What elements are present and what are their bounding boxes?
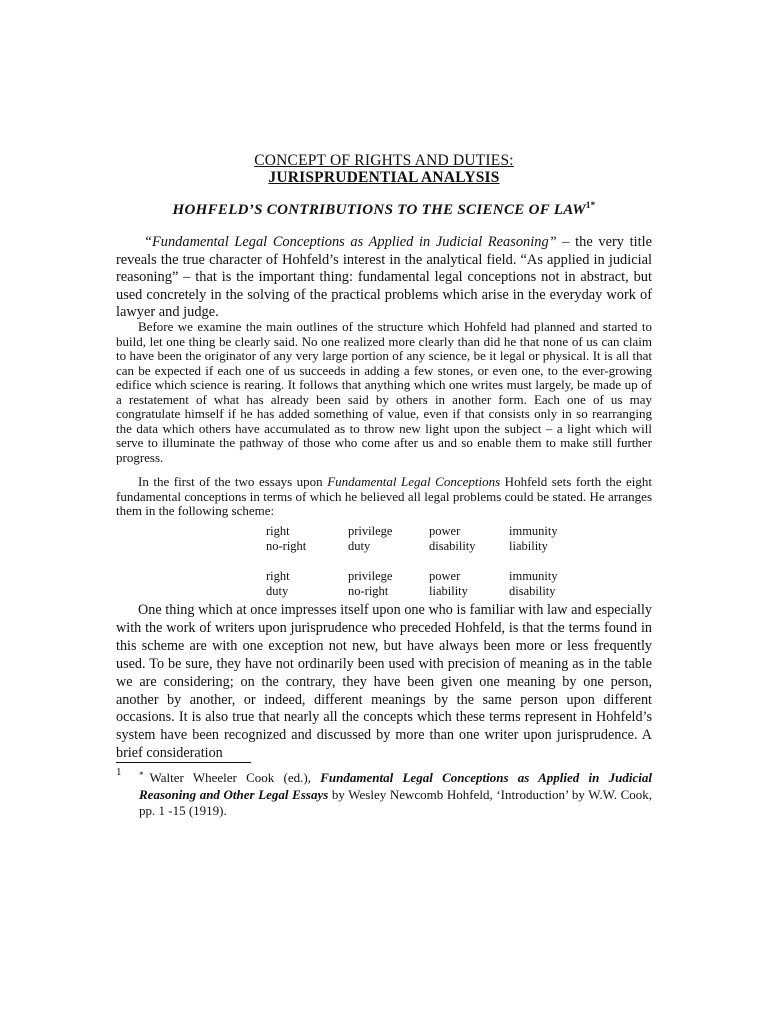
scheme-table-2 <box>266 569 579 599</box>
footnote-star: * <box>139 770 144 780</box>
footnote-divider <box>116 762 251 763</box>
scheme-cell: privilege <box>348 569 393 583</box>
paragraph-3-text-after: Hohfeld sets forth the eight fundamental conceptions in terms of which he believed all legal problems could be stated. He arranges them in the following scheme: <box>116 474 652 518</box>
scheme-cell: immunity <box>509 524 558 538</box>
section-heading <box>0 200 768 219</box>
scheme-cell: disability <box>509 584 556 598</box>
scheme-cell: immunity <box>509 569 558 583</box>
paragraph-3-italic-title: Fundamental Legal Conceptions <box>327 474 501 489</box>
footnote-book-title: Fundamental Legal Conceptions as Applied in Judicial Reasoning and Other Legal Essays <box>139 770 652 802</box>
paragraph-1-text: – the very title reveals the true character of Hohfeld’s interest in the analytical field. “As applied in judicial reasoning” – that is the important thing: fundamental legal conceptions not in abstract, but used concretely in the solving of the practical problems which arise in the everyday work of lawyer and judge. <box>116 234 652 321</box>
footnote-reference: 1* <box>585 200 596 210</box>
scheme-cell: privilege <box>348 524 393 538</box>
scheme-cell: no-right <box>266 539 307 553</box>
scheme-cell: liability <box>509 539 548 553</box>
scheme-row <box>266 539 579 554</box>
scheme-cell: disability <box>429 539 476 553</box>
page-title: CONCEPT OF RIGHTS AND DUTIES: <box>254 152 514 169</box>
scheme-row <box>266 524 579 539</box>
paragraph-3 <box>116 475 652 519</box>
scheme-cell: no-right <box>348 584 389 598</box>
scheme-cell: right <box>266 569 290 583</box>
scheme-cell: power <box>429 569 461 583</box>
scheme-cell: right <box>266 524 290 538</box>
footnote-number: 1 <box>116 766 122 778</box>
quoted-title: “Fundamental Legal Conceptions as Applied in Judicial Reasoning” <box>144 234 557 250</box>
footnote-text <box>139 767 652 820</box>
paragraph-2: Before we examine the main outlines of the structure which Hohfeld had planned and started to build, let one thing be clearly said. No one realized more clearly than did he that none of us can claim to have been the originator of any very large portion of any science, be it legal or physical. It is all that can be expected if each one of us succeeds in adding a few stones, or even one, to the ever-growing edifice which science is rearing. It follows that anything which one writes must largely, be made up of a restatement of what has already been said by others in another form. Each one of us may congratulate himself if he has added something of value, even if that consists only in so rearranging the data which others have accumulated as to throw new light upon the subject – a light which will serve to illuminate the pathway of those who come after us and so enable them to make still further progress. <box>116 319 652 465</box>
section-heading-text: HOHFELD’S CONTRIBUTIONS TO THE SCIENCE OF LAW <box>172 202 586 218</box>
paragraph-1 <box>116 234 652 322</box>
scheme-cell: liability <box>429 584 468 598</box>
scheme-cell: duty <box>266 584 289 598</box>
footnote-text-before: Walter Wheeler Cook (ed.), <box>149 770 321 785</box>
scheme-cell: duty <box>348 539 371 553</box>
scheme-table-1 <box>266 524 579 554</box>
scheme-cell: power <box>429 524 461 538</box>
scheme-row <box>266 584 579 599</box>
paragraph-3-text-before: In the first of the two essays upon <box>138 474 328 489</box>
footnote-text-after: by Wesley Newcomb Hohfeld, ‘Introduction’ by W.W. Cook, pp. 1 -15 (1919). <box>139 786 652 818</box>
page-subtitle-analysis: JURISPRUDENTIAL ANALYSIS <box>268 169 500 186</box>
paragraph-4: One thing which at once impresses itself upon one who is familiar with law and especially with the work of writers upon jurisprudence who preceded Hohfeld, is that the terms found in this scheme are with one exception not new, but have always been more or less frequently used. To be sure, they have not ordinarily been used with precision of meaning as in the table we are considering; on the contrary, they have been given one meaning by one person, another by another, or indeed, different meanings by the same person upon different occasions. It is also true that nearly all the concepts which these terms represent in Hohfeld’s system have been recognized and discussed by more than one writer upon jurisprudence. A brief consideration <box>116 602 652 762</box>
scheme-row <box>266 569 579 584</box>
